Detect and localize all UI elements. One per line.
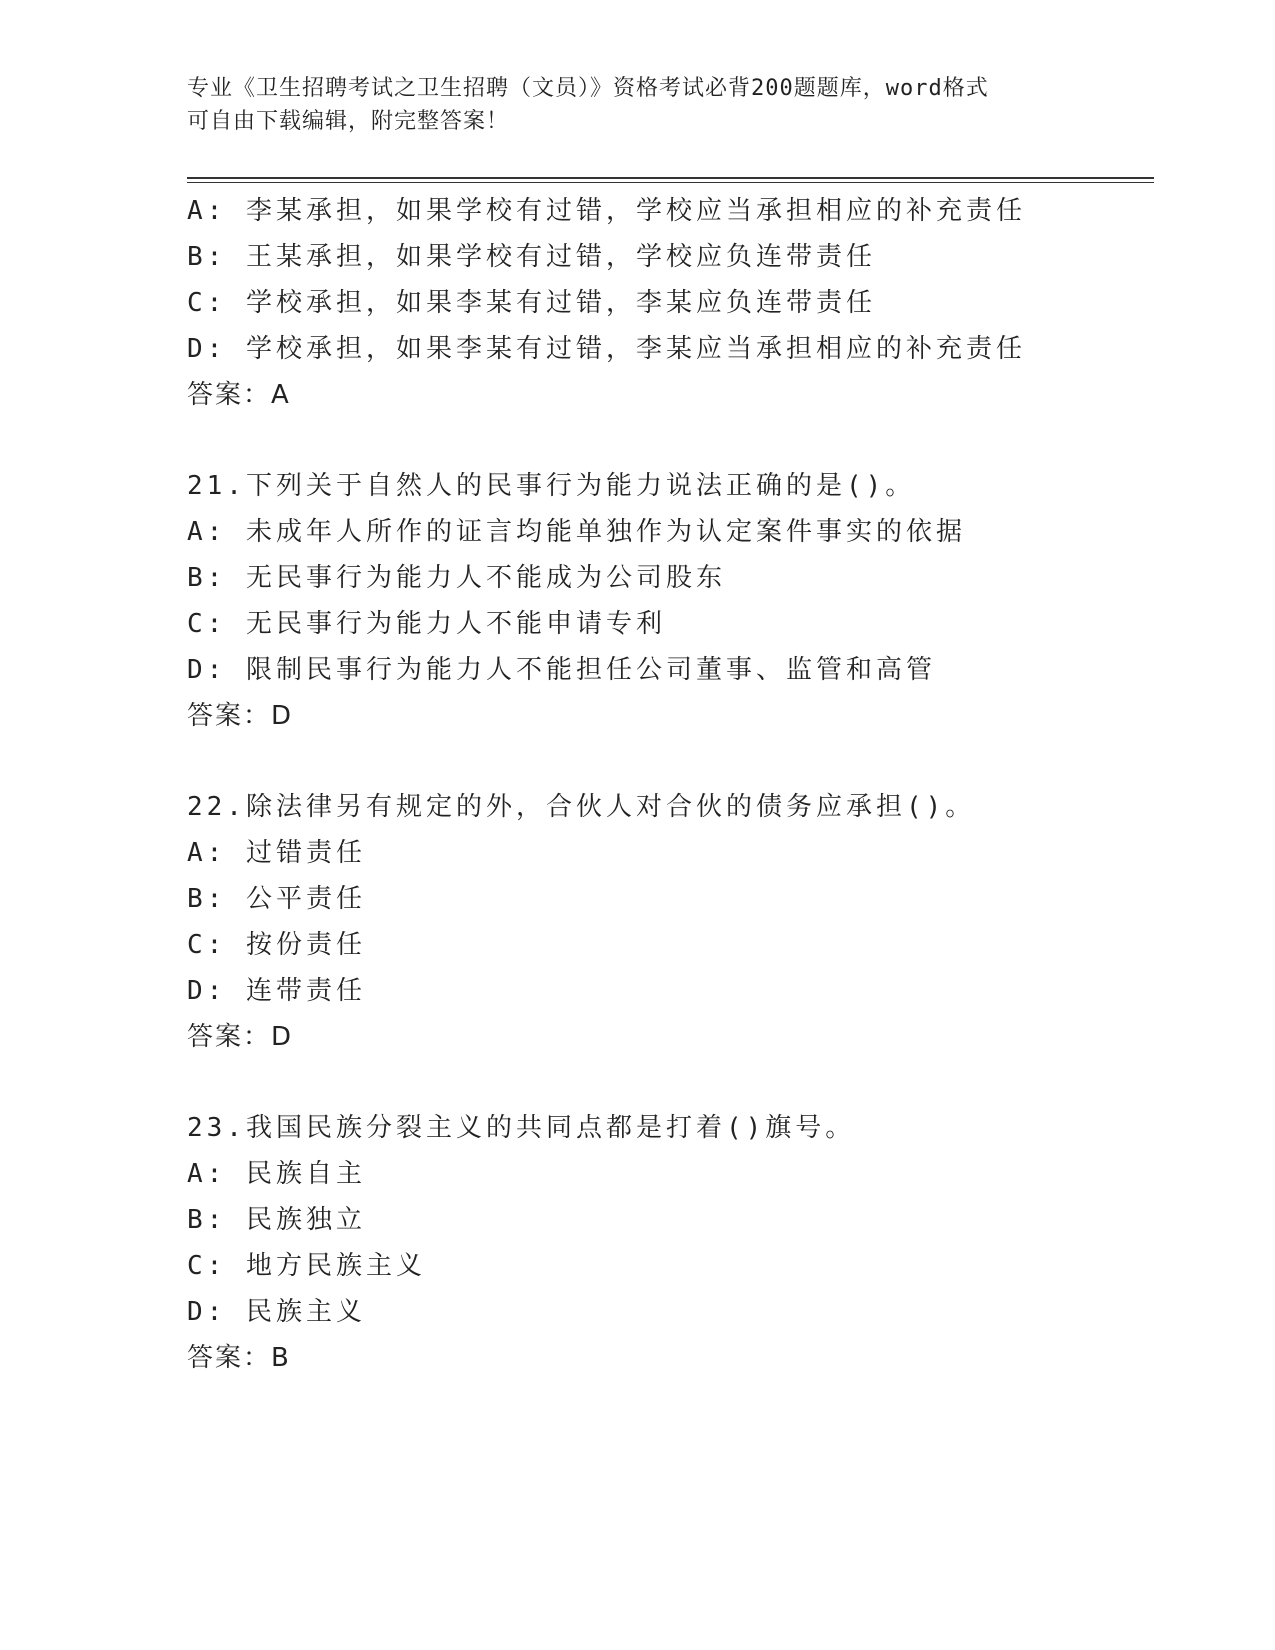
option-b: B: 王某承担，如果学校有过错，学校应负连带责任 bbox=[187, 242, 876, 272]
question-text: 23.我国民族分裂主义的共同点都是打着()旗号。 bbox=[187, 1113, 856, 1143]
header-line-1: 专业《卫生招聘考试之卫生招聘（文员）》资格考试必背200题题库，word格式 bbox=[187, 76, 989, 101]
option-a: A: 李某承担，如果学校有过错，学校应当承担相应的补充责任 bbox=[187, 196, 1026, 226]
option-d: D: 民族主义 bbox=[187, 1297, 366, 1327]
header-divider-thin bbox=[187, 182, 1154, 183]
option-a: A: 未成年人所作的证言均能单独作为认定案件事实的依据 bbox=[187, 517, 966, 547]
header-line-2: 可自由下载编辑，附完整答案！ bbox=[187, 109, 510, 134]
option-a: A: 民族自主 bbox=[187, 1159, 366, 1189]
question-text: 22.除法律另有规定的外，合伙人对合伙的债务应承担()。 bbox=[187, 792, 976, 822]
question-text: 21.下列关于自然人的民事行为能力说法正确的是()。 bbox=[187, 471, 916, 501]
option-b: B: 无民事行为能力人不能成为公司股东 bbox=[187, 563, 726, 593]
answer-line: 答案：D bbox=[187, 1022, 294, 1052]
answer-line: 答案：D bbox=[187, 701, 294, 731]
question-list bbox=[187, 188, 1147, 1381]
option-a: A: 过错责任 bbox=[187, 838, 366, 868]
option-c: C: 学校承担，如果李某有过错，李某应负连带责任 bbox=[187, 288, 876, 318]
question-block-20-tail bbox=[187, 188, 1147, 418]
question-block-21 bbox=[187, 463, 1147, 739]
option-d: D: 学校承担，如果李某有过错，李某应当承担相应的补充责任 bbox=[187, 334, 1026, 364]
option-c: C: 按份责任 bbox=[187, 930, 366, 960]
option-b: B: 民族独立 bbox=[187, 1205, 366, 1235]
option-c: C: 地方民族主义 bbox=[187, 1251, 426, 1281]
question-block-22 bbox=[187, 784, 1147, 1060]
option-c: C: 无民事行为能力人不能申请专利 bbox=[187, 609, 666, 639]
header-divider-thick bbox=[187, 177, 1154, 179]
question-block-23 bbox=[187, 1105, 1147, 1381]
option-d: D: 连带责任 bbox=[187, 976, 366, 1006]
document-header bbox=[187, 72, 1087, 138]
option-d: D: 限制民事行为能力人不能担任公司董事、监管和高管 bbox=[187, 655, 936, 685]
option-b: B: 公平责任 bbox=[187, 884, 366, 914]
answer-line: 答案：A bbox=[187, 380, 291, 410]
answer-line: 答案：B bbox=[187, 1343, 291, 1373]
